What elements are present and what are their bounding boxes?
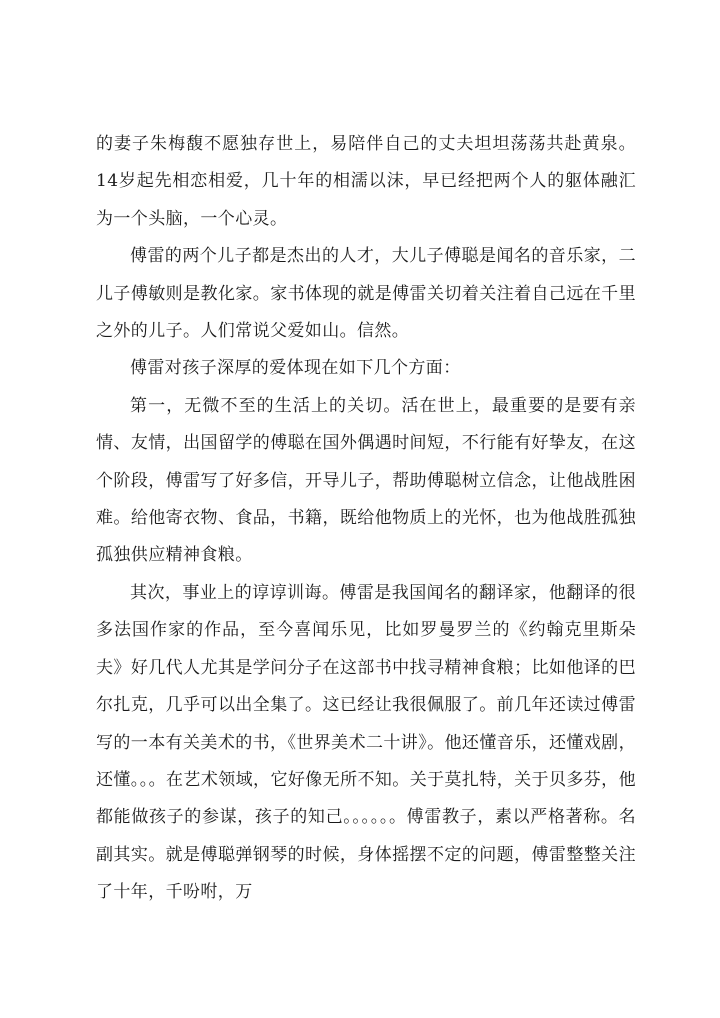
paragraph-5: 其次，事业上的谆谆训诲。傅雷是我国闻名的翻译家，他翻译的很多法国作家的作品，至今喜闻乐见，比如罗曼罗兰的《约翰克里斯朵夫》好几代人尤其是学问分子在这部书中找寻精神食粮；比如他译的巴尔扎克，几乎可以出全集了。这已经让我很佩服了。前几年还读过傅雷写的一本有关美术的书，《世界美术二十讲》。他还懂音乐，还懂戏剧，还懂。。。在艺术领域，它好像无所不知。关于莫扎特，关于贝多芬，他都能做孩子的参谋，孩子的知己。。。。。。傅雷教子，素以严格著称。名副其实。就是傅聪弹钢琴的时候，身体摇摆不定的问题，傅雷整整关注了十年，千吩咐，万	[96, 582, 636, 903]
paragraph-2: 傅雷的两个儿子都是杰出的人才，大儿子傅聪是闻名的音乐家，二儿子傅敏则是教化家。家书体现的就是傅雷关切着关注着自己远在千里之外的儿子。人们常说父爱如山。信然。	[96, 246, 636, 342]
body-text	[96, 126, 636, 912]
paragraph-1: 的妻子朱梅馥不愿独存世上，易陪伴自己的丈夫坦坦荡荡共赴黄泉。14岁起先相恋相爱，几十年的相濡以沫，早已经把两个人的躯体融汇为一个头脑，一个心灵。	[96, 134, 636, 229]
paragraph-4: 第一，无微不至的生活上的关切。活在世上，最重要的是要有亲情、友情，出国留学的傅聪在国外偶遇时间短，不行能有好挚友，在这个阶段，傅雷写了好多信，开导儿子，帮助傅聪树立信念，让他战胜困难。给他寄衣物、食品，书籍，既给他物质上的光怀，也为他战胜孤独孤独供应精神食粮。	[96, 395, 636, 566]
paragraph-3: 傅雷对孩子深厚的爱体现在如下几个方面：	[130, 358, 461, 379]
